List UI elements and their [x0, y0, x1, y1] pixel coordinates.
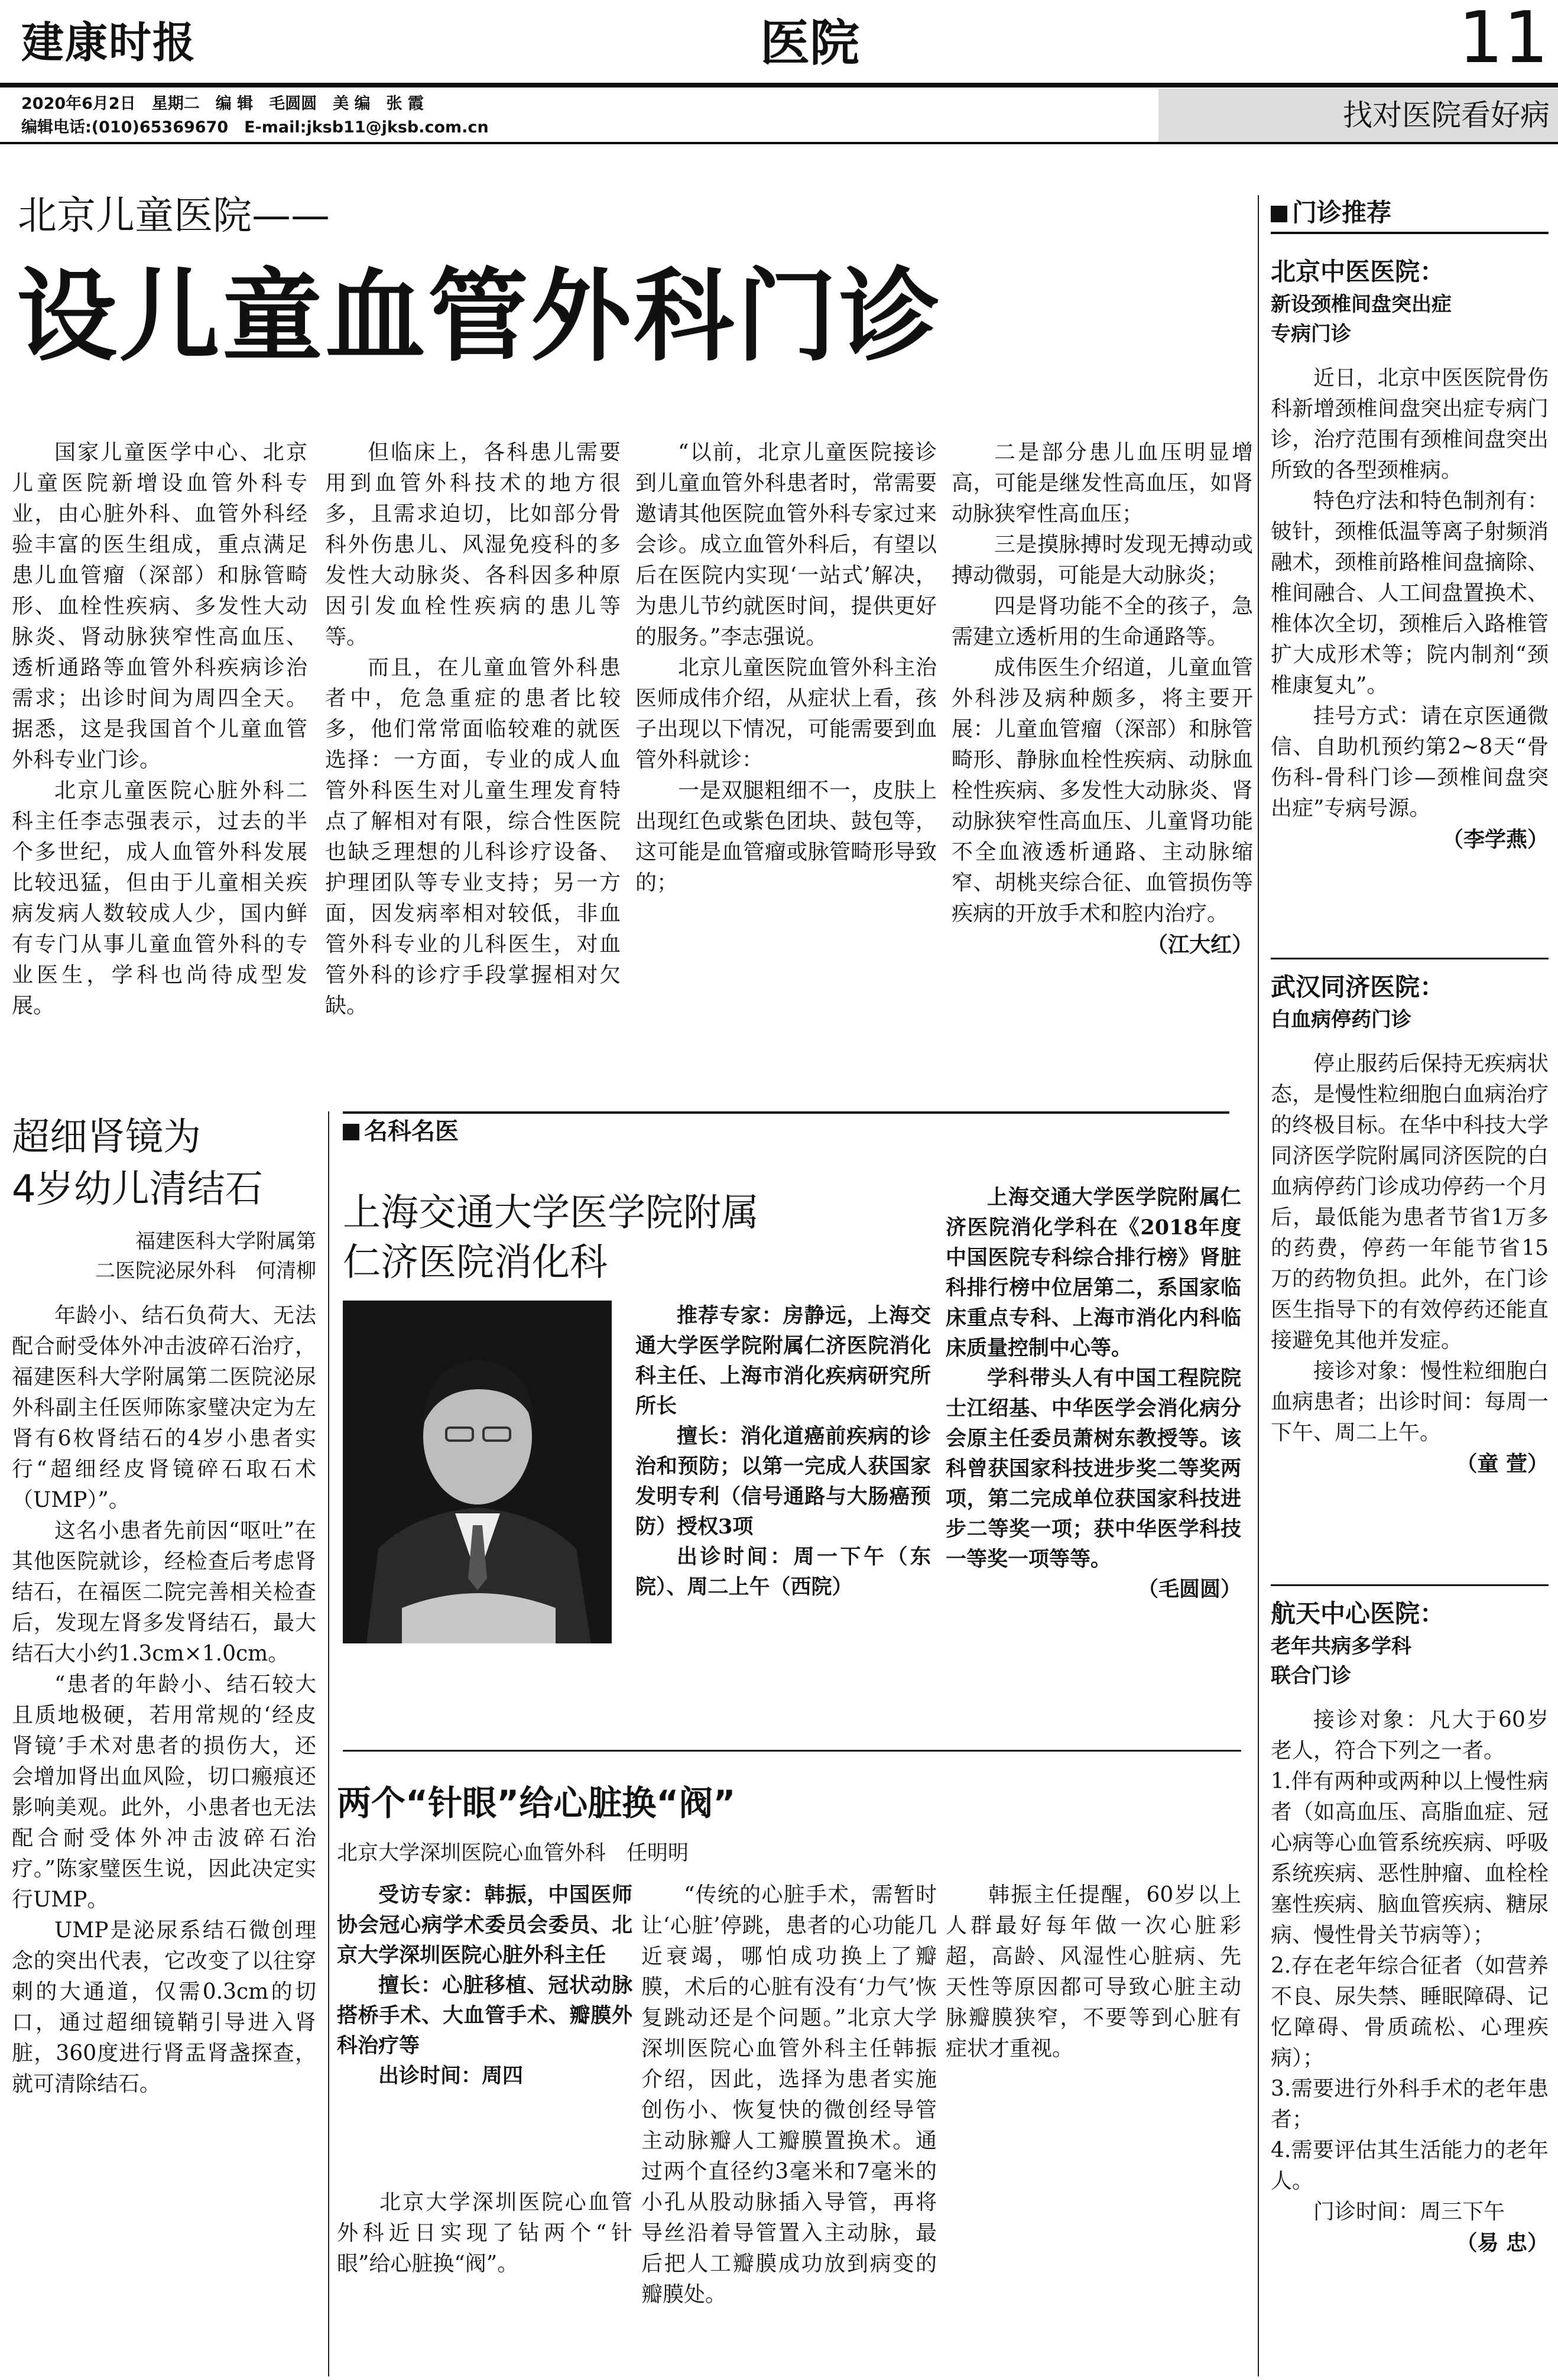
- expert-time: 出诊时间：周一下午（东院）、周二上午（西院）: [635, 1545, 931, 1599]
- story-kidney-body: [12, 1301, 316, 2365]
- story-kidney-byline: [12, 1227, 316, 1286]
- story-paragraph: 韩振主任提醒，60岁以上人群最好每年做一次心脏彩超，高龄、风湿性心脏病、先天性等原因都可导致心脏主动脉瓣膜狭窄，不要等到心脏有症状才重视。: [946, 1883, 1241, 2061]
- sidebar-paragraph: 接诊对象：慢性粒细胞白血病患者；出诊时间：每周一下午、周二上午。: [1271, 1359, 1549, 1445]
- sidebar-paragraph: 2.存在老年综合征者（如营养不良、尿失禁、睡眠障碍、记忆障碍、骨质疏松、心理疾病）；: [1271, 1954, 1549, 2070]
- expert-name: 推荐专家：房静远，上海交通大学医学院附属仁济医院消化科主任、上海市消化疾病研究所所长: [635, 1304, 931, 1418]
- dept-paragraph: 上海交通大学医学院附属仁济医院消化学科在《2018年度中国医院专科综合排行榜》肾脏科排行榜中位居第二，系国家临床重点专科、上海市消化内科临床质量控制中心等。: [946, 1185, 1241, 1360]
- title-line: 4岁幼儿清结石: [12, 1168, 263, 1211]
- sidebar-separator: [1271, 1584, 1549, 1586]
- famous-dept-body: [946, 1182, 1241, 1604]
- header-info: [21, 89, 1121, 142]
- story-heart-col2: [641, 1880, 937, 2371]
- sidebar-paragraph: 4.需要评估其生活能力的老年人。: [1271, 2138, 1549, 2193]
- dept-paragraph: 学科带头人有中国工程院院士江绍基、中华医学会消化病分会原主任委员萧树东教授等。该科曾获国家科技进步奖二等奖两项，第二完成单位获国家科技进步二等奖一项；获中华医学科技一等奖一项等等。: [946, 1366, 1241, 1571]
- sidebar-paragraph: 挂号方式：请在京医通微信、自助机预约第2~8天“骨伤科-骨科门诊—颈椎间盘突出症”专病号源。: [1271, 704, 1549, 821]
- famous-author: （毛圆圆）: [1137, 1577, 1241, 1601]
- sidebar-paragraph: 近日，北京中医医院骨伤科新增颈椎间盘突出症专病门诊，治疗范围有颈椎间盘突出所致的各型颈椎病。: [1271, 366, 1549, 482]
- sidebar-item-beijing-tcm: [1271, 254, 1549, 855]
- story-paragraph: “传统的心脏手术，需暂时让‘心脏’停跳，患者的心功能几近衰竭，哪怕成功换上了瓣膜，术后的心脏有没有‘力气’恢复跳动还是个问题。”北京大学深圳医院心血管外科主任韩振介绍，因此，选择为患者实施创伤小、恢复快的微创经导管主动脉瓣人工瓣膜置换术。通过两个直径约3毫米和7毫米的小孔从股动脉插入导管，再将导丝沿着导管置入主动脉，最后把人工瓣膜成功放到病变的瓣膜处。: [641, 1883, 937, 2307]
- square-bullet-icon: [1271, 206, 1287, 222]
- sidebar-hospital: 航天中心医院：: [1271, 1599, 1445, 1628]
- lead-column-1: [12, 437, 307, 1100]
- lead-paragraph: 一是双腿粗细不一，皮肤上出现红色或紫色团块、鼓包等，这可能是血管瘤或脉管畸形导致的；: [635, 779, 937, 895]
- issue-date-editors: 2020年6月2日 星期二 编 辑 毛圆圆 美 编 张 霞: [21, 95, 424, 113]
- lead-paragraph: 但临床上，各科患儿需要用到血管外科技术的地方很多，且需求迫切，比如部分骨科外伤患儿、风湿免疫科的多发性大动脉炎、各科因多种原因引发血栓性疾病的患儿等等。: [325, 440, 621, 649]
- byline-line: 福建医科大学附属第: [135, 1230, 316, 1253]
- section-slogan: 找对医院看好病: [1158, 89, 1558, 142]
- sidebar-clinic: 新设颈椎间盘突出症: [1271, 293, 1452, 316]
- story-heart-col3: [946, 1880, 1241, 2371]
- story-separator: [343, 1750, 1241, 1752]
- story-heart-byline: 北京大学深圳医院心血管外科 任明明: [337, 1841, 689, 1865]
- lead-column-2: [325, 437, 621, 1100]
- sidebar-author: （易 忠）: [1456, 2230, 1549, 2255]
- page-number: 11: [1458, 0, 1549, 79]
- lead-paragraph: “以前，北京儿童医院接诊到儿童血管外科患者时，常需要邀请其他医院血管外科专家过来会诊。成立血管外科后，有望以后在医院内实现‘一站式’解决，为患儿节约就医时间，提供更好的服务。”李志强说。: [635, 440, 937, 649]
- sidebar-author: （李学燕）: [1442, 827, 1549, 852]
- expert-name: 受访专家：韩振，中国医师协会冠心病学术委员会委员、北京大学深圳医院心脏外科主任: [337, 1883, 632, 1967]
- square-bullet-icon: [343, 1124, 359, 1140]
- sidebar-paragraph: 接诊对象：凡大于60岁老人，符合下列之一者。: [1271, 1708, 1549, 1763]
- sidebar-paragraph: 1.伴有两种或两种以上慢性病者（如高血压、高脂血症、冠心病等心血管系统疾病、呼吸系统疾病、恶性肿瘤、血栓栓塞性疾病、脑血管疾病、糖尿病、慢性骨关节病等）；: [1271, 1769, 1549, 1947]
- sidebar-item-aerospace: [1271, 1596, 1549, 2258]
- title-line: 上海交通大学医学院附属: [343, 1191, 759, 1235]
- sidebar-paragraph: 3.需要进行外科手术的老年患者；: [1271, 2077, 1549, 2132]
- header-rule: [0, 83, 1558, 87]
- lead-paragraph: 成伟医生介绍道，儿童血管外科涉及病种颇多，将主要开展：儿童血管瘤（深部）和脉管畸形、静脉血栓性疾病、动脉血栓性疾病、多发性大动脉炎、肾动脉狭窄性高血压、儿童肾功能不全血液透析通路、主动脉缩窄、胡桃夹综合征、血管损伤等疾病的开放手术和腔内治疗。: [952, 656, 1253, 926]
- sidebar-clinic: 联合门诊: [1271, 1664, 1351, 1688]
- story-paragraph: “患者的年龄小、结石较大且质地极硬，若用常规的‘经皮肾镜’手术对患者的损伤大，还会增加肾出血风险，切口瘢痕还影响美观。此外，小患者也无法配合耐受体外冲击波碎石治疗。”陈家璧医生说，因此决定实行UMP。: [12, 1672, 316, 1912]
- story-heart-title: 两个“针眼”给心脏换“阀”: [337, 1783, 736, 1823]
- lead-paragraph: 四是肾功能不全的孩子，急需建立透析用的生命通路等。: [952, 594, 1253, 649]
- title-line: 仁济医院消化科: [343, 1241, 608, 1285]
- lead-paragraph: 而且，在儿童血管外科患者中，危急重症的患者比较多，他们常常面临较难的就医选择：一方面，专业的成人血管外科医生对儿童生理发育特点了解相对有限，综合性医院也缺乏理想的儿科诊疗设备、护理团队等专业支持；另一方面，因发病率相对较低，非血管外科专业的儿科医生，对血管外科的诊疗手段掌握相对欠缺。: [325, 656, 621, 1018]
- masthead-logo: 建康时报: [21, 17, 197, 67]
- sidebar-header: 门诊推荐: [1271, 195, 1549, 234]
- sidebar-paragraph: 特色疗法和特色制剂有：铍针，颈椎低温等离子射频消融术，颈椎前路椎间盘摘除、椎间融合、人工间盘置换术、椎体次全切，颈椎后入路椎管扩大成形术等；院内制剂“颈椎康复丸”。: [1271, 489, 1549, 698]
- story-heart-col1: [337, 2187, 632, 2371]
- sidebar-hospital: 武汉同济医院：: [1271, 972, 1445, 1001]
- sidebar-clinic: 老年共病多学科: [1271, 1635, 1411, 1658]
- story-paragraph: 北京大学深圳医院心血管外科近日实现了钻两个“针眼”给心脏换“阀”。: [337, 2190, 632, 2276]
- header-rule-bottom: [0, 142, 1558, 144]
- famous-expert-info: [635, 1301, 931, 1602]
- sidebar-paragraph: 门诊时间：周三下午: [1313, 2200, 1505, 2224]
- sidebar-author: （童 萱）: [1456, 1451, 1549, 1476]
- expert-specialty: 擅长：心脏移植、冠状动脉搭桥手术、大血管手术、瓣膜外科治疗等: [337, 1973, 632, 2058]
- portrait-image: [343, 1301, 612, 1643]
- lead-headline: 设儿童血管外科门诊: [17, 257, 943, 375]
- lead-column-3: [635, 437, 937, 1100]
- title-line: 超细肾镜为: [12, 1116, 201, 1159]
- lead-author: （江大红）: [1146, 932, 1253, 957]
- expert-time: 出诊时间：周四: [378, 2064, 524, 2088]
- contact-line: 编辑电话:(010)65369670 E-mail:jksb11@jksb.com.cn: [21, 118, 489, 137]
- lead-paragraph: 北京儿童医院心脏外科二科主任李志强表示，过去的半个多世纪，成人血管外科发展比较迅猛，但由于儿童相关疾病发病人数较成人少，国内鲜有专门从事儿童血管外科的专业医生，学科也尚待成型发展。: [12, 779, 307, 1018]
- expert-photo: [343, 1301, 612, 1643]
- story-kidney-title: [12, 1111, 319, 1215]
- byline-line: 二医院泌尿外科 何清柳: [95, 1259, 316, 1283]
- section-title: 医院: [759, 14, 859, 72]
- famous-dept-title: [343, 1188, 875, 1288]
- lead-kicker: 北京儿童医院——: [18, 193, 330, 238]
- lead-paragraph: 二是部分患儿血压明显增高，可能是继发性高血压，如肾动脉狭窄性高血压；: [952, 440, 1253, 526]
- famous-dept-header: 名科名医: [343, 1111, 1229, 1147]
- sidebar-separator: [1271, 958, 1549, 959]
- sidebar-clinic: 白血病停药门诊: [1271, 1008, 1411, 1032]
- expert-specialty: 擅长：消化道癌前疾病的诊治和预防；以第一完成人获国家发明专利（信号通路与大肠癌预防）授权3项: [635, 1424, 931, 1539]
- story-paragraph: 这名小患者先前因“呕吐”在其他医院就诊，经检查后考虑肾结石，在福医二院完善相关检查后，发现左肾多发肾结石，最大结石大小约1.3cm×1.0cm。: [12, 1519, 316, 1666]
- story-paragraph: UMP是泌尿系结石微创理念的突出代表，它改变了以往穿刺的大通道，仅需0.3cm的切口，通过超细镜鞘引导进入肾脏，360度进行肾盂肾盏探查，就可清除结石。: [12, 1918, 316, 2096]
- story-heart-expert: [337, 1880, 632, 2091]
- sidebar-hospital: 北京中医医院：: [1271, 257, 1445, 286]
- sidebar-divider: [1258, 195, 1259, 2376]
- sidebar-item-wuhan-tongji: [1271, 969, 1549, 1479]
- left-story-divider: [328, 1111, 329, 2376]
- story-paragraph: 年龄小、结石负荷大、无法配合耐受体外冲击波碎石治疗，福建医科大学附属第二医院泌尿外科副主任医师陈家璧决定为左肾有6枚肾结石的4岁小患者实行“超细经皮肾镜碎石取石术（UMP）”。: [12, 1304, 316, 1512]
- lead-paragraph: 北京儿童医院血管外科主治医师成伟介绍，从症状上看，孩子出现以下情况，可能需要到血管外科就诊：: [635, 656, 937, 772]
- lead-column-4: [952, 437, 1253, 1100]
- lead-paragraph: 三是摸脉搏时发现无搏动或搏动微弱，可能是大动脉炎；: [952, 533, 1253, 588]
- sidebar-clinic: 专病门诊: [1271, 322, 1351, 346]
- sidebar-paragraph: 停止服药后保持无疾病状态，是慢性粒细胞白血病治疗的终极目标。在华中科技大学同济医学院附属同济医院的白血病停药门诊成功停药一个月后，最低能为患者节省1万多的药费，停药一年能节省15万的药物负担。此外，在门诊医生指导下的有效停药还能直接避免其他并发症。: [1271, 1052, 1549, 1353]
- lead-paragraph: 国家儿童医学中心、北京儿童医院新增设血管外科专业，由心脏外科、血管外科经验丰富的医生组成，重点满足患儿血管瘤（深部）和脉管畸形、血栓性疾病、多发性大动脉炎、肾动脉狭窄性高血压、透析通路等血管外科疾病诊治需求；出诊时间为周四全天。据悉，这是我国首个儿童血管外科专业门诊。: [12, 440, 307, 772]
